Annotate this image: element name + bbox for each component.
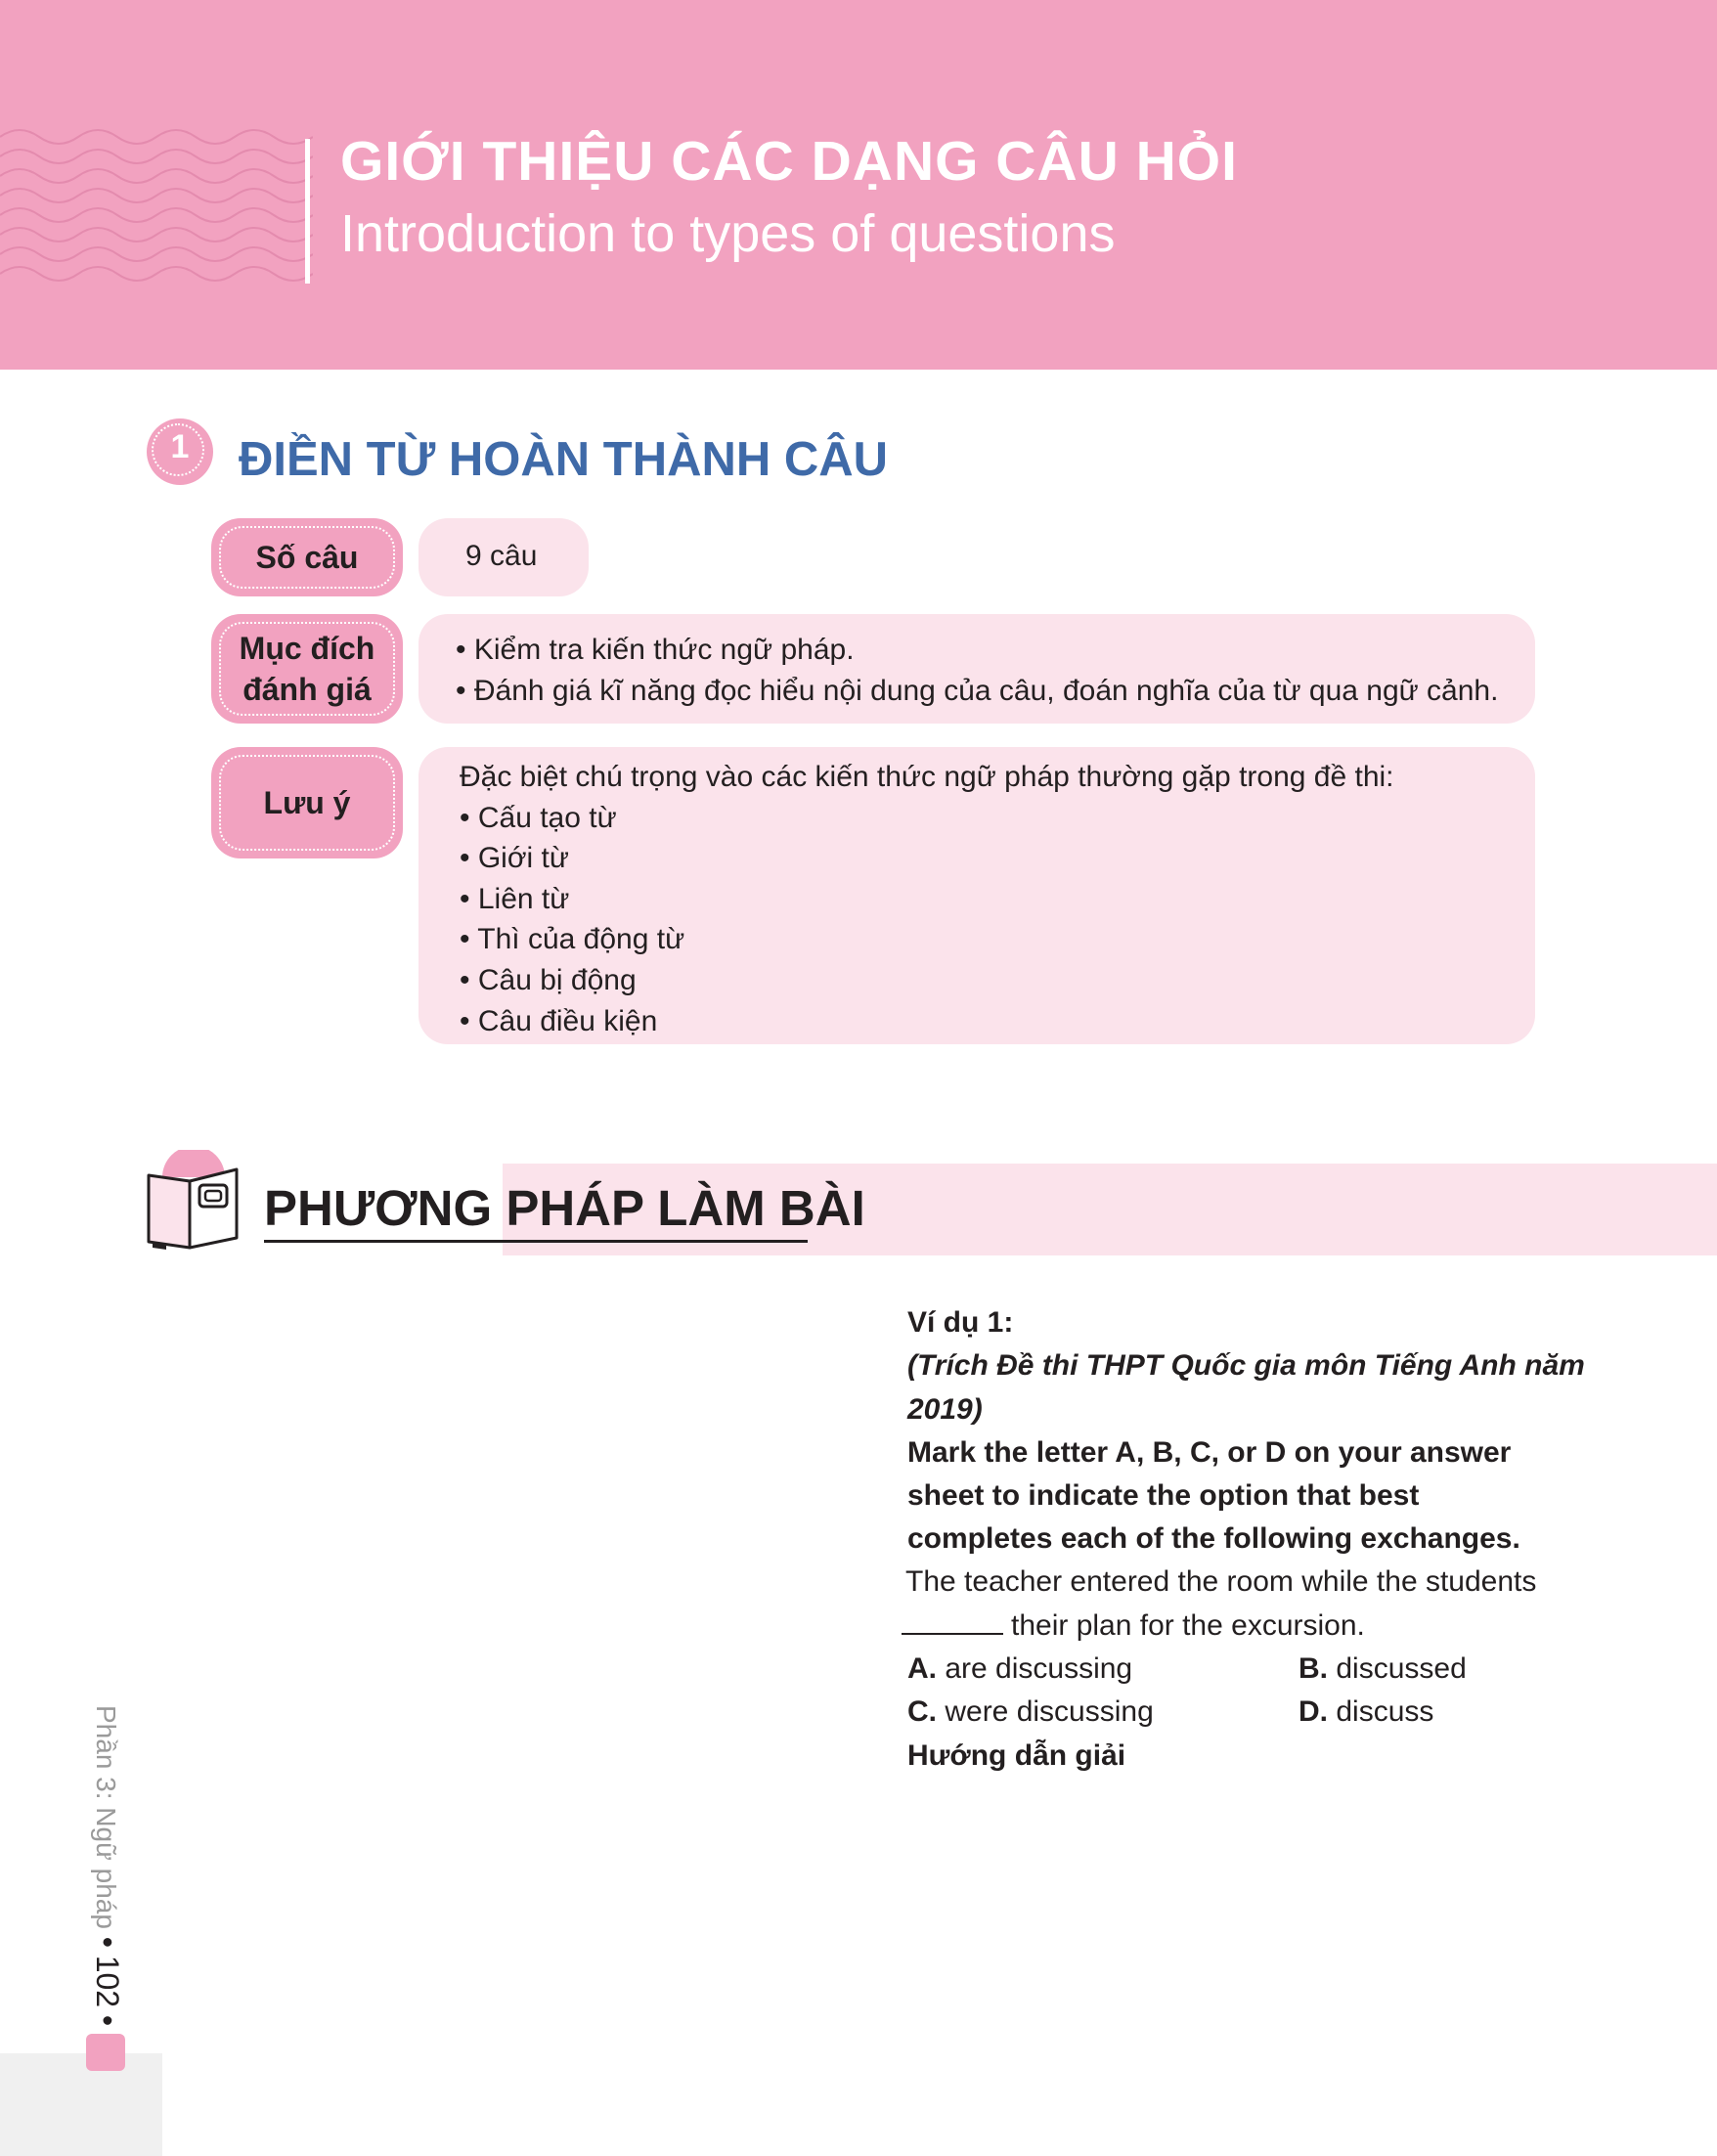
label-text: Số câu (255, 540, 359, 575)
notes-box (418, 747, 1535, 1044)
example-heading: Ví dụ 1: (907, 1306, 1014, 1339)
bullet-item: • Thì của động từ (460, 923, 685, 956)
page-number: 102 (90, 1955, 125, 2008)
running-footer (89, 1705, 125, 2026)
chapter-title-english: Introduction to types of questions (340, 204, 1116, 263)
solution-guide-heading: Hướng dẫn giải (907, 1739, 1126, 1772)
example-source: (Trích Đề thi THPT Quốc gia môn Tiếng Anh năm (907, 1349, 1585, 1382)
answer-blank (902, 1609, 1003, 1635)
section-title: ĐIỀN TỪ HOÀN THÀNH CÂU (239, 433, 889, 486)
label-question-count (211, 518, 403, 596)
label-text: Lưu ý (263, 785, 351, 820)
wave-pattern-decoration (0, 127, 313, 284)
option-c: C. were discussing (907, 1695, 1154, 1728)
banner-divider (305, 139, 310, 284)
question-count-box (418, 518, 589, 596)
method-title: PHƯƠNG PHÁP LÀM BÀI (264, 1180, 865, 1236)
example-instruction: completes each of the following exchanges. (907, 1522, 1520, 1555)
bullet-item: • Đánh giá kĩ năng đọc hiểu nội dung của câu, đoán nghĩa của từ qua ngữ cảnh. (456, 674, 1499, 707)
bullet-item: • Câu điều kiện (460, 1004, 658, 1037)
chapter-title-vietnamese: GIỚI THIỆU CÁC DẠNG CÂU HỎI (340, 130, 1238, 193)
assessment-purpose-box (418, 614, 1535, 724)
label-notes (211, 747, 403, 858)
footer-section-text: Phần 3: Ngữ pháp (91, 1705, 121, 1929)
bullet-item: • Giới từ (460, 842, 569, 875)
bullet-item: • Câu bị động (460, 963, 637, 996)
option-a: A. are discussing (907, 1652, 1133, 1685)
label-text (240, 628, 375, 710)
label-line: đánh giá (242, 672, 372, 707)
method-title-underline (264, 1240, 808, 1243)
bullet-item: • Kiểm tra kiến thức ngữ pháp. (456, 634, 855, 666)
option-d: D. discuss (1299, 1695, 1434, 1728)
page-marker (86, 2034, 125, 2071)
bullet-item: • Liên từ (460, 882, 570, 915)
question-line: their plan for the excursion. (1011, 1609, 1365, 1642)
chapter-banner (0, 0, 1717, 370)
example-instruction: sheet to indicate the option that best (907, 1479, 1420, 1512)
open-book-icon (143, 1150, 244, 1254)
section-number: 1 (170, 428, 190, 465)
question-count-value: 9 câu (465, 540, 538, 572)
footer-corner (0, 2053, 162, 2156)
bullet-item: • Cấu tạo từ (460, 801, 617, 834)
question-text: The teacher entered the room while the students (905, 1565, 1537, 1598)
section-number-badge (147, 418, 213, 485)
footer-bullet: • (90, 2014, 125, 2027)
notes-intro: Đặc biệt chú trọng vào các kiến thức ngữ pháp thường gặp trong đề thi: (460, 761, 1394, 793)
option-b: B. discussed (1299, 1652, 1467, 1685)
footer-bullet: • (90, 1936, 125, 1948)
label-assessment-purpose (211, 614, 403, 724)
question-text-continued (902, 1609, 1365, 1643)
label-line: Mục đích (239, 631, 375, 666)
example-instruction: Mark the letter A, B, C, or D on your answer (907, 1436, 1512, 1469)
example-source: 2019) (907, 1393, 983, 1426)
